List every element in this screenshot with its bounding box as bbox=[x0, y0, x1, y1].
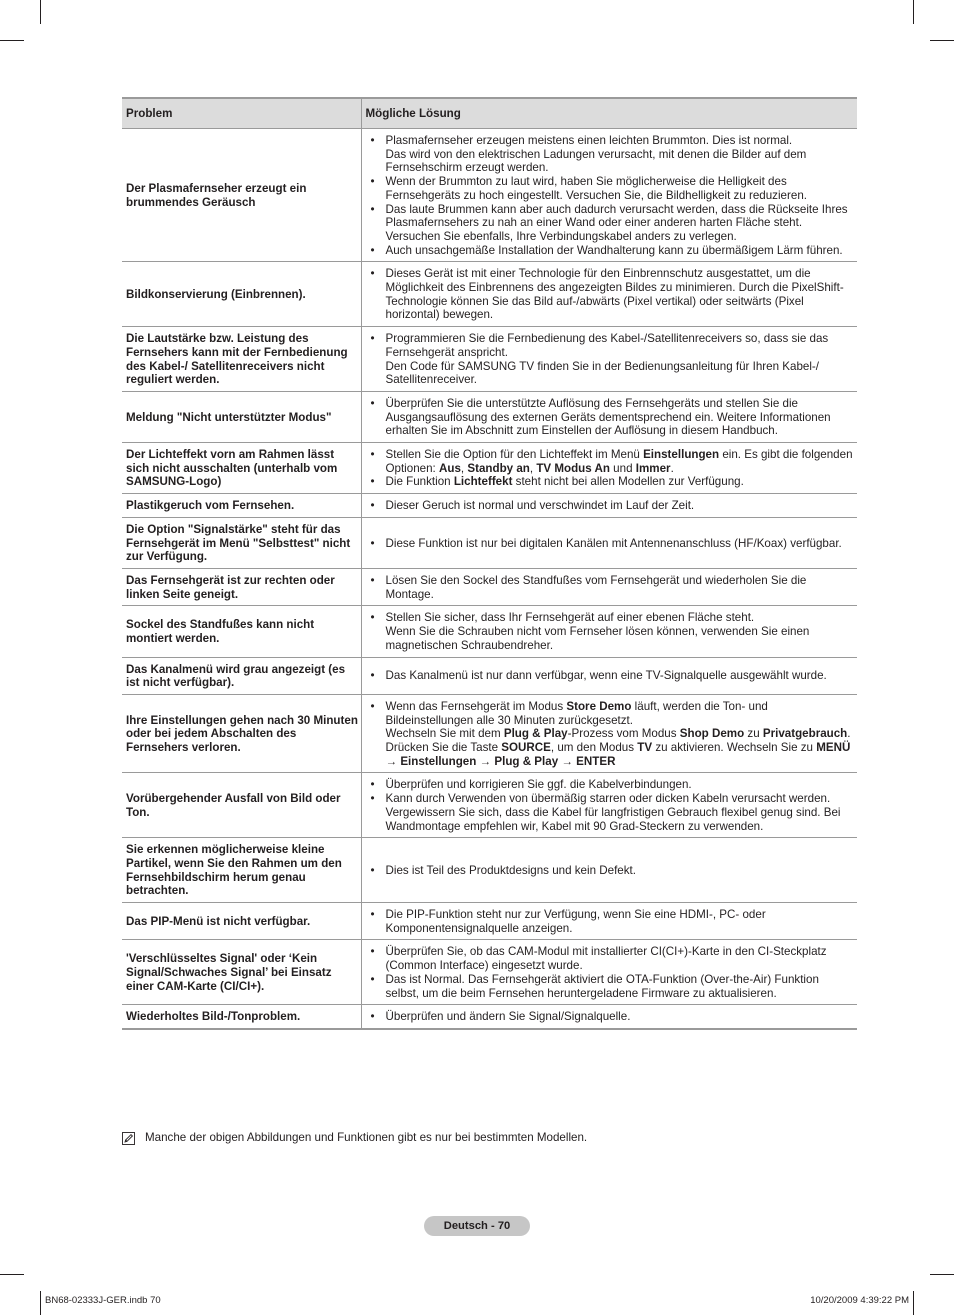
problem-cell: Bildkonservierung (Einbrennen). bbox=[122, 262, 361, 327]
table-row bbox=[122, 327, 857, 392]
solution-item bbox=[371, 792, 854, 833]
solution-line: • Diese Funktion ist nur bei digitalen Kanälen mit Antennenanschluss (HF/Koax) verfügbar. bbox=[385, 536, 842, 550]
note-text: Manche der obigen Abbildungen und Funktionen gibt es nur bei bestimmten Modellen. bbox=[145, 1131, 588, 1144]
column-header-problem: Problem bbox=[122, 98, 361, 129]
table-row bbox=[122, 838, 857, 903]
solution-list bbox=[371, 134, 854, 257]
solution-item bbox=[371, 448, 854, 475]
problem-cell: Das Kanalmenü wird grau angezeigt (es ist nicht verfügbar). bbox=[122, 657, 361, 694]
table-row bbox=[122, 1005, 857, 1029]
solution-line: • Wenn der Brummton zu laut wird, haben Sie möglicherweise die Helligkeit des Fernsehgeräts zu hoch eingestellt. Versuchen Sie, die Bildhelligkeit zu reduzieren. bbox=[385, 175, 807, 202]
solution-list bbox=[371, 267, 854, 322]
solution-cell bbox=[361, 262, 857, 327]
solution-cell bbox=[361, 773, 857, 838]
table-row bbox=[122, 694, 857, 773]
solution-cell bbox=[361, 517, 857, 568]
emphasis-text: Aus bbox=[439, 461, 461, 475]
table-row bbox=[122, 494, 857, 518]
solution-item bbox=[371, 778, 854, 792]
table-row bbox=[122, 568, 857, 605]
solution-item bbox=[371, 175, 854, 202]
solution-list bbox=[371, 700, 854, 769]
emphasis-text: Einstellungen bbox=[643, 448, 720, 462]
crop-mark bbox=[40, 1291, 41, 1315]
table-row bbox=[122, 129, 857, 262]
solution-cell bbox=[361, 129, 857, 262]
emphasis-text: Immer bbox=[635, 461, 671, 475]
solution-line bbox=[386, 700, 854, 727]
solution-item bbox=[371, 537, 854, 551]
table-row bbox=[122, 443, 857, 494]
solution-item bbox=[371, 945, 854, 972]
plain-text: Die Funktion bbox=[385, 475, 454, 489]
table-row bbox=[122, 262, 857, 327]
note-pencil-icon bbox=[122, 1132, 135, 1145]
crop-mark bbox=[40, 0, 41, 24]
problem-cell: Sockel des Standfußes kann nicht montiert werden. bbox=[122, 606, 361, 657]
problem-cell: Plastikgeruch vom Fernsehen. bbox=[122, 494, 361, 518]
solution-list bbox=[371, 669, 854, 683]
table-row bbox=[122, 773, 857, 838]
solution-line: • Überprüfen Sie die unterstützte Auflösung des Fernsehgeräts und stellen Sie die Ausgangsauflösung des externen Geräts dementsprechend ein. Weitere Informationen erhalten Sie im Abschnitt zum Einstellen der Auflösung in diesem Handbuch. bbox=[385, 396, 831, 438]
problem-cell: Die Option "Signalstärke" steht für das Fernsehgerät im Menü "Selbsttest" nicht zur Verfügung. bbox=[122, 517, 361, 568]
table-row bbox=[122, 940, 857, 1005]
page-number-badge: Deutsch - 70 bbox=[424, 1216, 530, 1236]
table-header-row bbox=[122, 98, 857, 129]
plain-text: Wenn das Fernsehgerät im Modus bbox=[385, 699, 567, 713]
emphasis-text: Store Demo bbox=[566, 699, 632, 713]
solution-item bbox=[371, 611, 854, 652]
crop-mark bbox=[913, 1291, 914, 1315]
solution-cell bbox=[361, 568, 857, 605]
solution-line: • Das laute Brummen kann aber auch dadurch verursacht werden, dass die Rückseite Ihres Plasmafernsehers zu nah an einer Wand oder einer anderen harten Fläche steht. Versuchen Sie ebenfalls, Ihre Verbindungskabel anders zu verlegen. bbox=[385, 202, 848, 243]
solution-list bbox=[371, 908, 854, 935]
solution-list bbox=[371, 448, 854, 489]
crop-mark bbox=[930, 1274, 954, 1275]
solution-item bbox=[371, 267, 854, 322]
solution-line: • Dieser Geruch ist normal und verschwindet im Lauf der Zeit. bbox=[385, 499, 695, 513]
solution-line: • Kann durch Verwenden von übermäßig starren oder dicken Kabeln verursacht werden. Vergewissern Sie sich, dass die Kabel für langfristigen Gebrauch flexibel genug sind. Bei Wandmontage empfehlen wir, Kabel mit 90 Grad-Steckern zu verwenden. bbox=[385, 792, 841, 833]
solution-line bbox=[386, 475, 854, 489]
solution-line: • Auch unsachgemäße Installation der Wandhalterung kann zu übermäßigem Lärm führen. bbox=[385, 243, 843, 257]
solution-line: Wenn Sie die Schrauben nicht vom Fernseher lösen können, verwenden Sie einen magnetischen Schraubendreher. bbox=[385, 625, 810, 652]
solution-cell bbox=[361, 327, 857, 392]
solution-list bbox=[371, 537, 854, 551]
plain-text: , bbox=[529, 461, 537, 475]
solution-line: • Plasmafernseher erzeugen meistens einen leichten Brummton. Dies ist normal. bbox=[385, 134, 793, 147]
emphasis-text: MENÜ → Einstellungen → Plug & Play → ENTER bbox=[385, 741, 851, 768]
plain-text: . bbox=[847, 727, 851, 741]
plain-text: ein. Es gibt die folgenden Optionen: bbox=[385, 448, 853, 475]
solution-item bbox=[371, 499, 854, 513]
solution-line: Den Code für SAMSUNG TV finden Sie in der Bedienungsanleitung für Ihren Kabel-/ Satellitenreceiver. bbox=[385, 359, 820, 387]
solution-item bbox=[371, 1010, 854, 1024]
problem-cell: Ihre Einstellungen gehen nach 30 Minuten oder bei jedem Abschalten des Fernsehers verloren. bbox=[122, 694, 361, 773]
solution-line bbox=[386, 448, 854, 475]
solution-item bbox=[371, 203, 854, 244]
crop-mark bbox=[930, 40, 954, 41]
emphasis-text: TV Modus An bbox=[536, 461, 610, 475]
solution-list bbox=[371, 864, 854, 878]
solution-line: • Stellen Sie sicher, dass Ihr Fernsehgerät auf einer ebenen Fläche steht. bbox=[385, 611, 755, 625]
emphasis-text: SOURCE bbox=[501, 741, 551, 755]
table-body bbox=[122, 129, 857, 1029]
plain-text: zu bbox=[744, 727, 763, 741]
emphasis-text: Lichteffekt bbox=[453, 475, 513, 489]
problem-cell: Der Lichteffekt vorn am Rahmen lässt sich nicht ausschalten (unterhalb vom SAMSUNG-Logo) bbox=[122, 443, 361, 494]
solution-cell bbox=[361, 657, 857, 694]
solution-list bbox=[371, 574, 854, 601]
emphasis-text: Privatgebrauch bbox=[762, 727, 848, 741]
problem-cell: Meldung "Nicht unterstützter Modus" bbox=[122, 391, 361, 442]
solution-line: • Die PIP-Funktion steht nur zur Verfügung, wenn Sie eine HDMI-, PC- oder Komponentensignalquelle anzeigen. bbox=[385, 908, 766, 935]
problem-cell: Das Fernsehgerät ist zur rechten oder linken Seite geneigt. bbox=[122, 568, 361, 605]
solution-line: • Überprüfen und ändern Sie Signal/Signalquelle. bbox=[385, 1010, 631, 1024]
crop-mark bbox=[0, 40, 24, 41]
solution-line: • Dies ist Teil des Produktdesigns und kein Defekt. bbox=[385, 863, 636, 877]
solution-item bbox=[371, 574, 854, 601]
plain-text: Wechseln Sie mit dem bbox=[385, 727, 504, 741]
solution-line: • Überprüfen Sie, ob das CAM-Modul mit installierter CI(CI+)-Karte in den CI-Steckplatz (Common Interface) eingesetzt wurde. bbox=[385, 945, 827, 973]
solution-list bbox=[371, 499, 854, 513]
solution-list bbox=[371, 611, 854, 652]
plain-text: zu aktivieren. Wechseln Sie zu bbox=[652, 741, 817, 755]
problem-cell: Vorübergehender Ausfall von Bild oder Ton. bbox=[122, 773, 361, 838]
solution-line: Das wird von den elektrischen Ladungen verursacht, mit denen die Bilder auf dem Fernsehschirm erzeugt werden. bbox=[385, 147, 807, 175]
solution-item bbox=[371, 669, 854, 683]
solution-item bbox=[371, 332, 854, 387]
emphasis-text: TV bbox=[637, 741, 653, 755]
plain-text: , bbox=[460, 461, 468, 475]
table-row bbox=[122, 657, 857, 694]
table-row bbox=[122, 606, 857, 657]
solution-line bbox=[386, 727, 854, 741]
solution-item bbox=[371, 397, 854, 438]
plain-text: -Prozess vom Modus bbox=[567, 727, 680, 741]
solution-list bbox=[371, 332, 854, 387]
solution-cell bbox=[361, 694, 857, 773]
plain-text: . bbox=[670, 461, 674, 475]
solution-list bbox=[371, 778, 854, 833]
problem-cell: Der Plasmafernseher erzeugt ein brummendes Geräusch bbox=[122, 129, 361, 262]
plain-text: Drücken Sie die Taste bbox=[385, 741, 502, 755]
table-row bbox=[122, 391, 857, 442]
emphasis-text: Standby an bbox=[467, 461, 530, 475]
footer-file: BN68-02333J-GER.indb 70 bbox=[45, 1295, 161, 1306]
solution-line bbox=[386, 741, 854, 768]
solution-cell bbox=[361, 606, 857, 657]
problem-cell: Sie erkennen möglicherweise kleine Partikel, wenn Sie den Rahmen um den Fernsehbildschirm herum genau betrachten. bbox=[122, 838, 361, 903]
footer-datetime: 10/20/2009 4:39:22 PM bbox=[810, 1295, 909, 1306]
solution-cell bbox=[361, 940, 857, 1005]
solution-list bbox=[371, 945, 854, 1000]
problem-cell: 'Verschlüsseltes Signal' oder ‘Kein Signal/Schwaches Signal’ bei Einsatz einer CAM-Karte (CI/CI+). bbox=[122, 940, 361, 1005]
solution-line: • Lösen Sie den Sockel des Standfußes vom Fernsehgerät und wiederholen Sie die Montage. bbox=[385, 573, 807, 601]
solution-item bbox=[371, 973, 854, 1000]
table-row bbox=[122, 903, 857, 940]
plain-text: und bbox=[609, 461, 636, 475]
plain-text: , um den Modus bbox=[550, 741, 638, 755]
solution-line: • Das Kanalmenü ist nur dann verfübgar, wenn eine TV-Signalquelle ausgewählt wurde. bbox=[385, 669, 827, 683]
solution-list bbox=[371, 397, 854, 438]
emphasis-text: Shop Demo bbox=[679, 727, 745, 741]
solution-cell bbox=[361, 838, 857, 903]
solution-cell bbox=[361, 391, 857, 442]
solution-cell bbox=[361, 443, 857, 494]
problem-cell: Das PIP-Menü ist nicht verfügbar. bbox=[122, 903, 361, 940]
plain-text: steht nicht bei allen Modellen zur Verfügung. bbox=[512, 475, 744, 489]
troubleshooting-table bbox=[122, 97, 857, 1030]
plain-text: Stellen Sie die Option für den Lichteffekt im Menü bbox=[385, 448, 644, 462]
problem-cell: Wiederholtes Bild-/Tonproblem. bbox=[122, 1005, 361, 1029]
crop-mark bbox=[913, 0, 914, 24]
solution-item bbox=[371, 134, 854, 175]
solution-item bbox=[371, 700, 854, 769]
solution-cell bbox=[361, 494, 857, 518]
solution-item bbox=[371, 475, 854, 489]
emphasis-text: Plug & Play bbox=[503, 727, 568, 741]
column-header-solution: Mögliche Lösung bbox=[361, 98, 857, 129]
problem-cell: Die Lautstärke bzw. Leistung des Fernsehers kann mit der Fernbedienung des Kabel-/ Satellitenreceivers nicht reguliert werden. bbox=[122, 327, 361, 392]
solution-line: • Dieses Gerät ist mit einer Technologie für den Einbrennschutz ausgestattet, um die Möglichkeit des Einbrennens des angezeigten Bildes zu minimieren. Durch die PixelShift-Technologie können Sie das Bild auf-/abwärts (Pixel vertikal) oder seitwärts (Pixel horizontal) bewegen. bbox=[385, 267, 844, 322]
table-row bbox=[122, 517, 857, 568]
solution-line: • Das ist Normal. Das Fernsehgerät aktiviert die OTA-Funktion (Over-the-Air) Funktion selbst, um die beim Fernsehen heruntergeladene Firmware zu aktualisieren. bbox=[385, 972, 819, 1000]
solution-item bbox=[371, 244, 854, 258]
solution-line: • Überprüfen und korrigieren Sie ggf. die Kabelverbindungen. bbox=[385, 778, 692, 792]
solution-cell bbox=[361, 903, 857, 940]
solution-cell bbox=[361, 1005, 857, 1029]
solution-line: • Programmieren Sie die Fernbedienung des Kabel-/Satellitenreceivers so, dass sie das Fernsehgerät anspricht. bbox=[385, 332, 829, 359]
plain-text: läuft, werden die Ton- und Bildeinstellungen alle 30 Minuten zurückgesetzt. bbox=[385, 699, 768, 727]
solution-list bbox=[371, 1010, 854, 1024]
crop-mark bbox=[0, 1274, 24, 1275]
solution-item bbox=[371, 908, 854, 935]
solution-item bbox=[371, 864, 854, 878]
